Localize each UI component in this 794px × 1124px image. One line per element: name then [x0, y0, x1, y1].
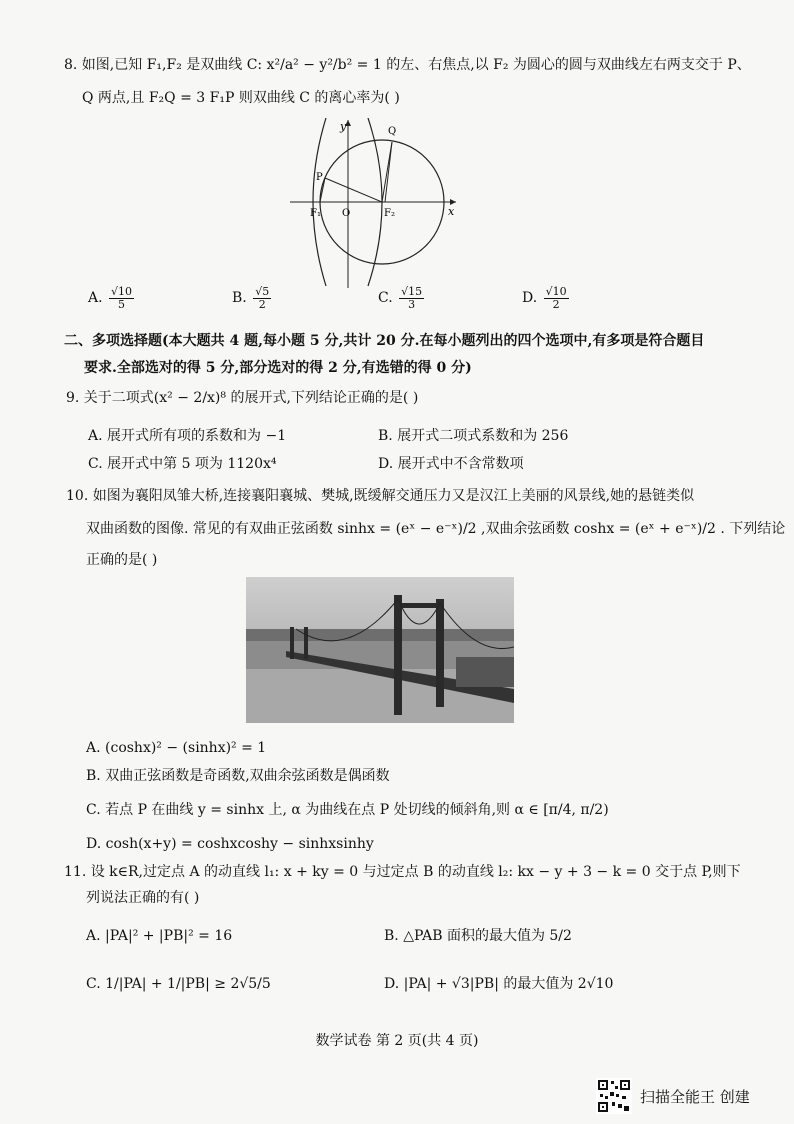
q9-option-d: D. 展开式中不含常数项 [378, 456, 524, 472]
q11-option-a: A. |PA|² + |PB|² = 16 [86, 928, 233, 944]
q8-option-a-key: A. [88, 290, 103, 307]
q9-option-b: B. 展开式二项式系数和为 256 [378, 428, 569, 444]
q9-option-c: C. 展开式中第 5 项为 1120x⁴ [88, 456, 277, 472]
diagram-label-x: x [448, 205, 455, 218]
q8-option-b-den: 2 [258, 297, 266, 311]
q10-option-b: B. 双曲正弦函数是奇函数,双曲余弦函数是偶函数 [86, 768, 390, 784]
q10-stem-line1: 10. 如图为襄阳凤雏大桥,连接襄阳襄城、樊城,既缓解交通压力又是汉江上美丽的风景线,她的悬链类似 [66, 488, 695, 504]
diagram-label-f1: F₁ [310, 208, 321, 219]
q8-option-b-num: √5 [255, 285, 270, 298]
q8-option-d-num: √10 [545, 285, 567, 298]
section2-heading-line2: 要求.全部选对的得 5 分,部分选对的得 2 分,有选错的得 0 分) [84, 360, 472, 376]
page-footer: 数学试卷 第 2 页(共 4 页) [315, 1033, 479, 1049]
q9-option-a: A. 展开式所有项的系数和为 −1 [88, 428, 287, 444]
q8-option-a [88, 286, 136, 310]
q8-option-c-num: √15 [401, 285, 423, 298]
scanner-watermark-text: 扫描全能王 创建 [640, 1087, 750, 1106]
q11-option-c: C. 1/|PA| + 1/|PB| ≥ 2√5/5 [86, 976, 271, 992]
diagram-label-q: Q [388, 126, 397, 137]
q8-option-d-key: D. [522, 290, 538, 307]
q10-stem-line2: 双曲函数的图像. 常见的有双曲正弦函数 sinhx = (eˣ − e⁻ˣ)/2 ,双曲余弦函数 coshx = (eˣ + e⁻ˣ)/2 . 下列结论 [86, 521, 786, 537]
q11-option-d: D. |PA| + √3|PB| 的最大值为 2√10 [384, 976, 614, 992]
q8-stem-line1: 8. 如图,已知 F₁,F₂ 是双曲线 C: x²/a² − y²/b² = 1 的左、右焦点,以 F₂ 为圆心的圆与双曲线左右两支交于 P、 [64, 57, 751, 73]
diagram-label-p: P [316, 172, 323, 183]
q9-stem: 9. 关于二项式(x² − 2/x)⁸ 的展开式,下列结论正确的是( ) [66, 390, 419, 406]
diagram-label-y: y [340, 120, 347, 133]
section2-heading-line1: 二、多项选择题(本大题共 4 题,每小题 5 分,共计 20 分.在每小题列出的四个选项中,有多项是符合题目 [64, 333, 705, 349]
q8-option-d [522, 286, 571, 310]
qr-code-icon [596, 1078, 632, 1114]
q8-option-d-den: 2 [552, 297, 560, 311]
q8-option-b-key: B. [232, 290, 247, 307]
q10-option-c: C. 若点 P 在曲线 y = sinhx 上, α 为曲线在点 P 处切线的倾斜角,则 α ∈ [π/4, π/2) [86, 802, 609, 818]
q11-stem-line2: 列说法正确的有( ) [86, 890, 200, 906]
scanner-watermark [596, 1078, 750, 1114]
q8-option-a-num: √10 [111, 285, 133, 298]
q10-option-d: D. cosh(x+y) = coshxcoshy − sinhxsinhy [86, 836, 374, 852]
diagram-label-f2: F₂ [384, 208, 395, 219]
q8-stem-line2: Q 两点,且 F₂Q = 3 F₁P 则双曲线 C 的离心率为( ) [82, 90, 400, 106]
q8-option-b [232, 286, 273, 310]
bridge-photo [246, 577, 514, 723]
q10-stem-line3: 正确的是( ) [86, 552, 158, 568]
q11-stem-line1: 11. 设 k∈R,过定点 A 的动直线 l₁: x + ky = 0 与过定点 B 的动直线 l₂: kx − y + 3 − k = 0 交于点 P,则下 [64, 864, 741, 880]
q8-option-a-den: 5 [118, 297, 126, 311]
q11-option-b: B. △PAB 面积的最大值为 5/2 [384, 928, 572, 944]
q8-option-c-key: C. [378, 290, 393, 307]
q8-option-c-den: 3 [408, 297, 416, 311]
diagram-label-o: O [342, 208, 351, 219]
q8-option-c [378, 286, 426, 310]
q10-option-a: A. (coshx)² − (sinhx)² = 1 [86, 740, 267, 756]
hyperbola-circle-diagram [290, 118, 456, 288]
